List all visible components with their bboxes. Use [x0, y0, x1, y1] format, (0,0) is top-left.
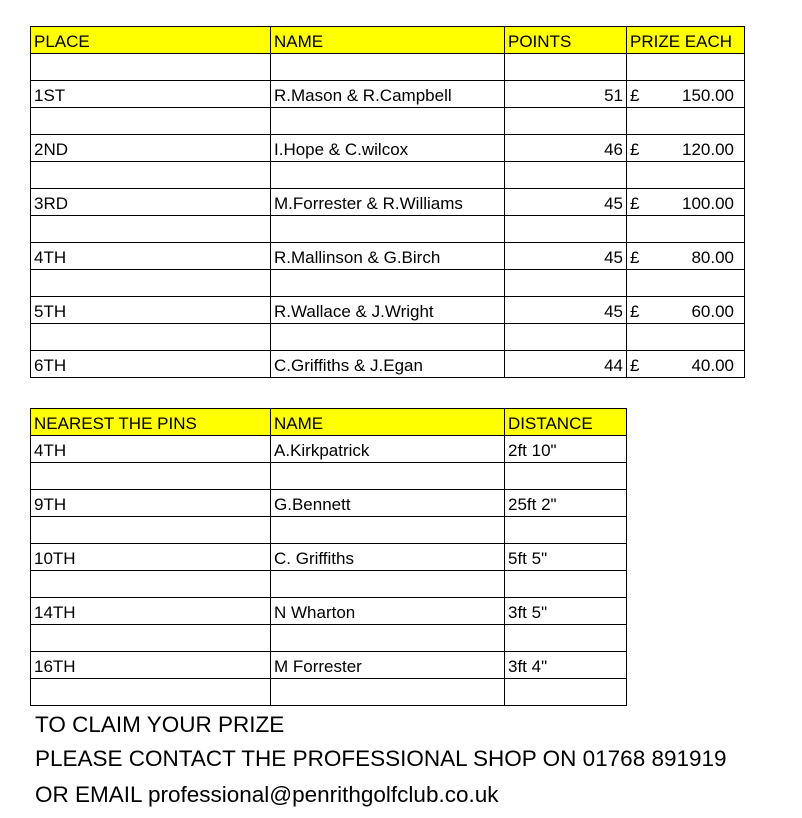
currency-symbol: £: [630, 248, 640, 267]
pins-header-row: [31, 409, 627, 436]
name-cell: R.Mason & R.Campbell: [271, 81, 505, 108]
empty-cell: [627, 108, 745, 135]
place-cell: 2ND: [31, 135, 271, 162]
prize-amount: [630, 193, 744, 215]
name-cell: A.Kirkpatrick: [271, 436, 505, 463]
footer-contact-shop: PLEASE CONTACT THE PROFESSIONAL SHOP ON 01768 891919: [35, 746, 727, 771]
empty-cell: [31, 679, 271, 706]
empty-cell: [31, 571, 271, 598]
prize-value: 80.00: [691, 248, 734, 267]
result-row: [31, 351, 745, 378]
spacer-row: [31, 571, 627, 598]
empty-cell: [505, 162, 627, 189]
spacer-row: [31, 463, 627, 490]
empty-cell: [505, 679, 627, 706]
place-cell: 1ST: [31, 81, 271, 108]
name-cell: R.Wallace & J.Wright: [271, 297, 505, 324]
name-cell: C. Griffiths: [271, 544, 505, 571]
nearest-pins-table: [30, 408, 627, 706]
prize-amount: [630, 247, 744, 269]
prize-value: 100.00: [682, 194, 734, 213]
prize-value: 120.00: [682, 140, 734, 159]
empty-cell: [271, 517, 505, 544]
empty-cell: [31, 54, 271, 81]
results-table: [30, 26, 745, 378]
points-cell: 51: [505, 81, 627, 108]
empty-cell: [627, 216, 745, 243]
empty-cell: [505, 270, 627, 297]
spacer-row: [31, 679, 627, 706]
name-cell: M.Forrester & R.Williams: [271, 189, 505, 216]
distance-cell: 5ft 5": [505, 544, 627, 571]
results-table-body: [31, 27, 745, 378]
header-prize-each: PRIZE EACH: [627, 27, 745, 54]
points-cell: 46: [505, 135, 627, 162]
place-cell: 5TH: [31, 297, 271, 324]
hole-cell: 10TH: [31, 544, 271, 571]
empty-cell: [505, 463, 627, 490]
pin-row: [31, 436, 627, 463]
hole-cell: 9TH: [31, 490, 271, 517]
points-cell: 45: [505, 189, 627, 216]
pin-row: [31, 544, 627, 571]
empty-cell: [271, 108, 505, 135]
empty-cell: [505, 571, 627, 598]
nearest-pins-table-body: [31, 409, 627, 706]
empty-cell: [505, 517, 627, 544]
spacer-row: [31, 162, 745, 189]
empty-cell: [271, 54, 505, 81]
header-distance: DISTANCE: [505, 409, 627, 436]
empty-cell: [31, 517, 271, 544]
empty-cell: [505, 54, 627, 81]
results-header-row: [31, 27, 745, 54]
hole-cell: 4TH: [31, 436, 271, 463]
spacer-row: [31, 517, 627, 544]
result-row: [31, 189, 745, 216]
result-row: [31, 243, 745, 270]
prize-cell: [627, 135, 745, 162]
result-row: [31, 135, 745, 162]
points-cell: 45: [505, 243, 627, 270]
name-cell: N Wharton: [271, 598, 505, 625]
currency-symbol: £: [630, 86, 640, 105]
empty-cell: [627, 162, 745, 189]
prize-value: 150.00: [682, 86, 734, 105]
prize-amount: [630, 301, 744, 323]
result-row: [31, 81, 745, 108]
pin-row: [31, 490, 627, 517]
empty-cell: [31, 162, 271, 189]
spacer-row: [31, 216, 745, 243]
spacer-row: [31, 625, 627, 652]
header-place: PLACE: [31, 27, 271, 54]
currency-symbol: £: [630, 140, 640, 159]
distance-cell: 3ft 5": [505, 598, 627, 625]
header-points: POINTS: [505, 27, 627, 54]
hole-cell: 16TH: [31, 652, 271, 679]
empty-cell: [271, 270, 505, 297]
empty-cell: [31, 625, 271, 652]
empty-cell: [627, 270, 745, 297]
prize-amount: [630, 355, 744, 377]
header-name: NAME: [271, 27, 505, 54]
empty-cell: [505, 625, 627, 652]
hole-cell: 14TH: [31, 598, 271, 625]
name-cell: I.Hope & C.wilcox: [271, 135, 505, 162]
currency-symbol: £: [630, 302, 640, 321]
empty-cell: [31, 463, 271, 490]
empty-cell: [271, 463, 505, 490]
empty-cell: [31, 270, 271, 297]
empty-cell: [271, 571, 505, 598]
points-cell: 45: [505, 297, 627, 324]
place-cell: 6TH: [31, 351, 271, 378]
currency-symbol: £: [630, 194, 640, 213]
points-cell: 44: [505, 351, 627, 378]
empty-cell: [31, 324, 271, 351]
result-row: [31, 297, 745, 324]
prize-cell: [627, 351, 745, 378]
pin-row: [31, 598, 627, 625]
spacer-row: [31, 108, 745, 135]
header-nearest-the-pins: NEAREST THE PINS: [31, 409, 271, 436]
empty-cell: [271, 679, 505, 706]
empty-cell: [271, 324, 505, 351]
prize-cell: [627, 189, 745, 216]
header-name: NAME: [271, 409, 505, 436]
empty-cell: [505, 324, 627, 351]
empty-cell: [271, 162, 505, 189]
distance-cell: 2ft 10": [505, 436, 627, 463]
empty-cell: [627, 324, 745, 351]
empty-cell: [31, 108, 271, 135]
pin-row: [31, 652, 627, 679]
empty-cell: [505, 108, 627, 135]
name-cell: C.Griffiths & J.Egan: [271, 351, 505, 378]
prize-amount: [630, 85, 744, 107]
currency-symbol: £: [630, 356, 640, 375]
name-cell: M Forrester: [271, 652, 505, 679]
spacer-row: [31, 270, 745, 297]
prize-cell: [627, 81, 745, 108]
distance-cell: 3ft 4": [505, 652, 627, 679]
prize-value: 60.00: [691, 302, 734, 321]
prize-cell: [627, 297, 745, 324]
empty-cell: [271, 625, 505, 652]
place-cell: 4TH: [31, 243, 271, 270]
distance-cell: 25ft 2": [505, 490, 627, 517]
footer-email: OR EMAIL professional@penrithgolfclub.co.uk: [35, 782, 499, 807]
spacer-row: [31, 324, 745, 351]
name-cell: R.Mallinson & G.Birch: [271, 243, 505, 270]
prize-value: 40.00: [691, 356, 734, 375]
empty-cell: [627, 54, 745, 81]
place-cell: 3RD: [31, 189, 271, 216]
prize-cell: [627, 243, 745, 270]
prize-amount: [630, 139, 744, 161]
empty-cell: [505, 216, 627, 243]
spacer-row: [31, 54, 745, 81]
name-cell: G.Bennett: [271, 490, 505, 517]
empty-cell: [271, 216, 505, 243]
footer-claim-heading: TO CLAIM YOUR PRIZE: [35, 712, 285, 737]
empty-cell: [31, 216, 271, 243]
